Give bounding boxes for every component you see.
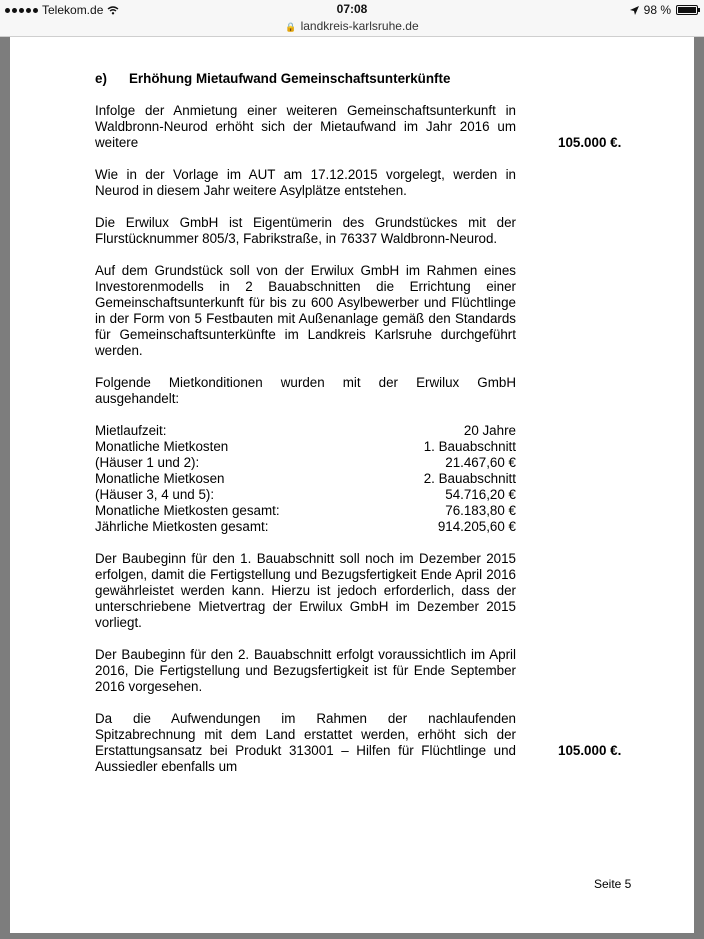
amount-1: 105.000 €.: [558, 135, 622, 150]
condition-row: [95, 423, 516, 439]
condition-value: 54.716,20 €: [445, 487, 516, 502]
status-time: 07:08: [336, 2, 368, 16]
condition-label: Mietlaufzeit:: [95, 423, 167, 438]
paragraph-6: Der Baubeginn für den 1. Bauabschnitt soll noch im Dezember 2015 erfolgen, damit die Fertigstellung und Bezugsfertigkeit Ende April 2016 gewährleistet werden kann. Hierzu ist jedoch erforderlich, dass der unterschriebene Mietvertrag der Erwilux GmbH im Dezember 2015 vorliegt.: [95, 551, 516, 630]
paragraph-row-1: [95, 103, 640, 151]
page-number: Seite 5: [594, 877, 632, 891]
location-arrow-icon: [630, 6, 639, 15]
condition-row: [95, 487, 516, 503]
paragraph-2: Wie in der Vorlage im AUT am 17.12.2015 vorgelegt, werden in Neurod in diesem Jahr weitere Asylplätze entstehen.: [95, 167, 516, 198]
lock-icon: 🔒: [285, 22, 297, 32]
carrier-name: Telekom.de: [42, 3, 104, 17]
condition-label: (Häuser 1 und 2):: [95, 455, 200, 470]
paragraph-4: Auf dem Grundstück soll von der Erwilux GmbH im Rahmen eines Investorenmodells in 2 Bauabschnitten die Errichtung einer Gemeinschaftsunterkunft für bis zu 600 Asylbewerber und Flüchtlinge in der Form von 5 Festbauten mit Außenanlage gemäß den Standards für Gemeinschaftsunterkünfte im Landkreis Karlsruhe durchgeführt werden.: [95, 263, 516, 358]
section-heading: [95, 71, 640, 87]
battery-percent: 98 %: [643, 3, 671, 17]
condition-label: Monatliche Mietkosen: [95, 471, 225, 486]
condition-row: [95, 471, 516, 487]
condition-value: 914.205,60 €: [437, 519, 516, 534]
condition-row: [95, 455, 516, 471]
paragraph-row-8: [95, 711, 640, 775]
condition-label: Monatliche Mietkosten: [95, 439, 229, 454]
condition-row: [95, 439, 516, 455]
url-text: landkreis-karlsruhe.de: [300, 19, 419, 33]
condition-value: 20 Jahre: [463, 423, 516, 438]
status-right: [630, 3, 698, 17]
battery-icon: [676, 5, 698, 15]
condition-label: Jährliche Mietkosten gesamt:: [95, 519, 269, 534]
paragraph-7: Der Baubeginn für den 2. Bauabschnitt erfolgt voraussichtlich im April 2016, Die Fertigstellung und Bezugsfertigkeit ist für Ende September 2016 vorgesehen.: [95, 647, 516, 694]
paragraph-1: Infolge der Anmietung einer weiteren Gemeinschaftsunterkunft in Waldbronn-Neurod erhöht sich der Mietaufwand im Jahr 2016 um weitere: [95, 103, 516, 150]
condition-value: 1. Bauabschnitt: [423, 439, 516, 454]
condition-value: 2. Bauabschnitt: [423, 471, 516, 486]
battery-fill: [678, 7, 696, 13]
condition-row: [95, 519, 516, 535]
condition-label: (Häuser 3, 4 und 5):: [95, 487, 215, 502]
paragraph-5: Folgende Mietkonditionen wurden mit der Erwilux GmbH ausgehandelt:: [95, 375, 516, 406]
rent-conditions: [95, 423, 516, 535]
address-bar[interactable]: [0, 19, 704, 37]
document-body: [95, 71, 640, 791]
condition-row: [95, 503, 516, 519]
paragraph-3: Die Erwilux GmbH ist Eigentümerin des Grundstückes mit der Flurstücknummer 805/3, Fabrikstraße, in 76337 Waldbronn-Neurod.: [95, 215, 516, 246]
section-number: e): [95, 71, 107, 86]
condition-label: Monatliche Mietkosten gesamt:: [95, 503, 280, 518]
status-bar: [0, 0, 704, 19]
condition-value: 76.183,80 €: [445, 503, 516, 518]
paragraph-8: Da die Aufwendungen im Rahmen der nachlaufenden Spitzabrechnung mit dem Land erstattet werden, erhöht sich der Erstattungsansatz bei Produkt 313001 – Hilfen für Flüchtlinge und Aussiedler ebenfalls um: [95, 711, 516, 774]
section-title: Erhöhung Mietaufwand Gemeinschaftsunterkünfte: [129, 71, 451, 86]
condition-value: 21.467,60 €: [445, 455, 516, 470]
pdf-page: [10, 37, 694, 933]
amount-2: 105.000 €.: [558, 743, 622, 758]
